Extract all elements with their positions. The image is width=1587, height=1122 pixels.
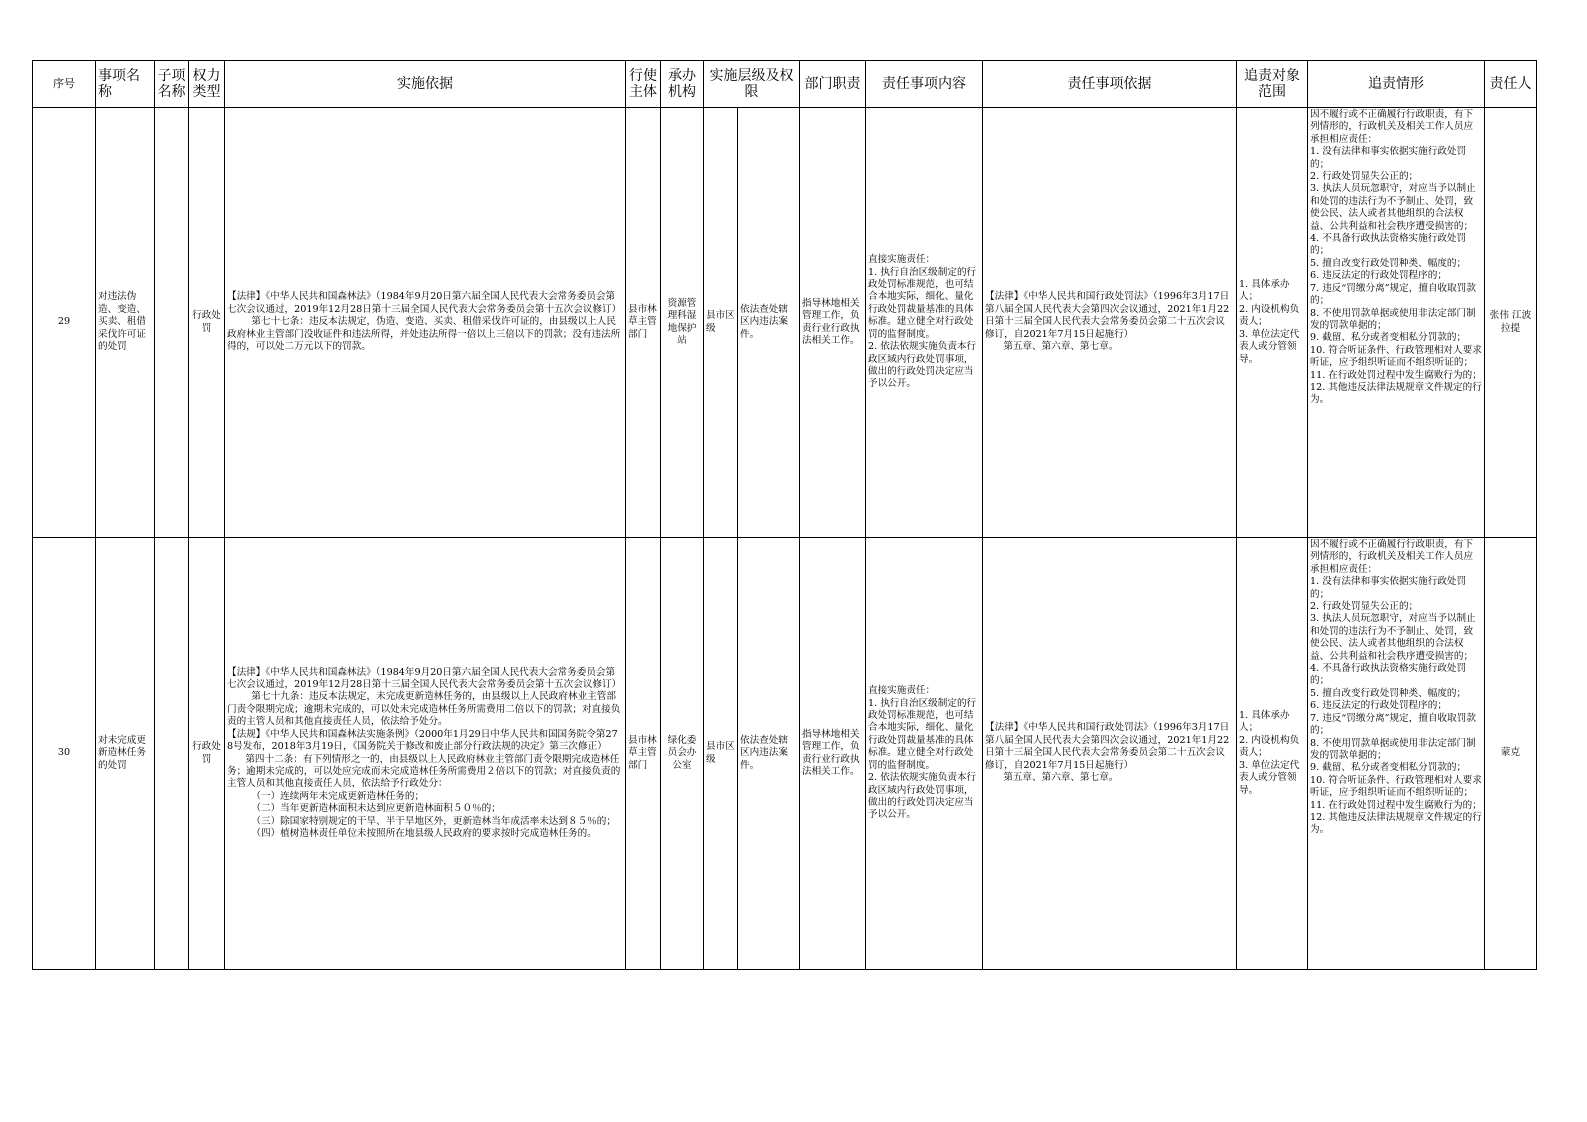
cell-resp-content: 直接实施责任： 1. 执行自治区级制定的行政处罚标准规范，也可结合本地实际，细化、量化行政处罚裁量基准的具体标准。建立健全对行政处罚的监督制度。 2. 依法依规实施负责本行政区域内行政处罚事项，做出的行政处罚决定应当予以公开。 [866,108,983,538]
table-row [33,538,1537,970]
cell-duty: 指导林地相关管理工作，负责行业行政执法相关工作。 [800,538,866,970]
cell-person: 蒙克 [1485,538,1537,970]
cell-item-name: 对未完成更新造林任务的处罚 [96,538,155,970]
header-resp-content: 责任事项内容 [866,61,983,108]
cell-subject: 县市林草主管部门 [626,108,661,538]
header-scope: 追责对象范围 [1237,61,1308,108]
cell-level-authority: 依法查处辖区内违法案件。 [738,538,800,970]
cell-resp-content: 直接实施责任： 1. 执行自治区级制定的行政处罚标准规范，也可结合本地实际，细化、量化行政处罚裁量基准的具体标准。建立健全对行政处罚的监督制度。 2. 依法依规实施负责本行政区域内行政处罚事项，做出的行政处罚决定应当予以公开。 [866,538,983,970]
cell-level-scope: 县市区级 [704,108,738,538]
cell-sub-item [155,538,189,970]
cell-power-type: 行政处罚 [189,538,225,970]
header-resp-basis: 责任事项依据 [983,61,1237,108]
cell-resp-basis: 【法律】《中华人民共和国行政处罚法》（1996年3月17日第八届全国人民代表大会第四次会议通过，2021年1月22日第十三届全国人民代表大会常务委员会第二十五次会议修订，自2021年7月15日起施行） 第五章、第六章、第七章。 [983,108,1237,538]
cell-scope: 1. 具体承办人； 2. 内设机构负责人； 3. 单位法定代表人或分管领导。 [1237,108,1308,538]
cell-seq: 30 [33,538,96,970]
cell-level-scope: 县市区级 [704,538,738,970]
header-person: 责任人 [1485,61,1537,108]
cell-subject: 县市林草主管部门 [626,538,661,970]
header-sub-item: 子项名称 [155,61,189,108]
cell-sub-item [155,108,189,538]
header-row [33,61,1537,108]
cell-org: 绿化委员会办公室 [661,538,704,970]
header-basis: 实施依据 [225,61,626,108]
cell-resp-basis: 【法律】《中华人民共和国行政处罚法》（1996年3月17日第八届全国人民代表大会第四次会议通过，2021年1月22日第十三届全国人民代表大会常务委员会第二十五次会议修订，自2021年7月15日起施行） 第五章、第六章、第七章。 [983,538,1237,970]
cell-duty: 指导林地相关管理工作，负责行业行政执法相关工作。 [800,108,866,538]
cell-person: 张伟 江波拉提 [1485,108,1537,538]
cell-situation: 因不履行或不正确履行行政职责，有下列情形的，行政机关及相关工作人员应承担相应责任： 1. 没有法律和事实依据实施行政处罚的； 2. 行政处罚显失公正的； 3. 执法人员玩忽职守，对应当予以制止和处罚的违法行为不予制止、处罚，致使公民、法人或者其他组织的合法权益、公共利益和社会秩序遭受损害的； 4. 不具备行政执法资格实施行政处罚的； 5. 擅自改变行政处罚种类、幅度的； 6. 违反法定的行政处罚程序的； 7. 违反“罚缴分离”规定，擅自收取罚款的； 8. 不使用罚款单据或使用非法定部门制发的罚款单据的； 9. 截留、私分或者变相私分罚款的； 10. 符合听证条件、行政管理相对人要求听证，应予组织听证而不组织听证的； 11. 在行政处罚过程中发生腐败行为的； 12. 其他违反法律法规规章文件规定的行为。 [1308,538,1485,970]
cell-basis: 【法律】《中华人民共和国森林法》（1984年9月20日第六届全国人民代表大会常务委员会第七次会议通过，2019年12月28日第十三届全国人民代表大会常务委员会第十五次会议修订） 第七十七条：违反本法规定，伪造、变造、买卖、租借采伐许可证的，由县级以上人民政府林业主管部门没收证件和违法所得，并处违法所得一倍以上三倍以下的罚款；没有违法所得的，可以处二万元以下的罚款。 [225,108,626,538]
cell-scope: 1. 具体承办人； 2. 内设机构负责人； 3. 单位法定代表人或分管领导。 [1237,538,1308,970]
header-seq: 序号 [33,61,96,108]
cell-level-authority: 依法查处辖区内违法案件。 [738,108,800,538]
table-row [33,108,1537,538]
header-subject: 行使主体 [626,61,661,108]
responsibility-table [32,60,1537,970]
header-item-name: 事项名称 [96,61,155,108]
cell-situation: 因不履行或不正确履行行政职责，有下列情形的，行政机关及相关工作人员应承担相应责任： 1. 没有法律和事实依据实施行政处罚的； 2. 行政处罚显失公正的； 3. 执法人员玩忽职守，对应当予以制止和处罚的违法行为不予制止、处罚，致使公民、法人或者其他组织的合法权益、公共利益和社会秩序遭受损害的； 4. 不具备行政执法资格实施行政处罚的； 5. 擅自改变行政处罚种类、幅度的； 6. 违反法定的行政处罚程序的； 7. 违反“罚缴分离”规定，擅自收取罚款的； 8. 不使用罚款单据或使用非法定部门制发的罚款单据的； 9. 截留、私分或者变相私分罚款的； 10. 符合听证条件、行政管理相对人要求听证，应予组织听证而不组织听证的； 11. 在行政处罚过程中发生腐败行为的； 12. 其他违反法律法规规章文件规定的行为。 [1308,108,1485,538]
cell-power-type: 行政处罚 [189,108,225,538]
header-org: 承办机构 [661,61,704,108]
cell-basis: 【法律】《中华人民共和国森林法》（1984年9月20日第六届全国人民代表大会常务委员会第七次会议通过，2019年12月28日第十三届全国人民代表大会常务委员会第十五次会议修订） 第七十九条：违反本法规定，未完成更新造林任务的，由县级以上人民政府林业主管部门责令限期完成；逾期未完成的，可以处未完成造林任务所需费用二倍以下的罚款；对直接负责的主管人员和其他直接责任人员，依法给予处分。 【法规】《中华人民共和国森林法实施条例》（2000年1月29日中华人民共和国国务院令第278号发布，2018年3月19日，《国务院关于修改和废止部分行政法规的决定》第三次修正） 第四十二条：有下列情形之一的，由县级以上人民政府林业主管部门责令限期完成造林任务；逾期未完成的，可以处应完成而未完成造林任务所需费用２倍以下的罚款；对直接负责的主管人员和其他直接责任人员，依法给予行政处分： （一）连续两年未完成更新造林任务的； （二）当年更新造林面积未达到应更新造林面积５０％的； （三）除国家特别规定的干旱、半干旱地区外，更新造林当年成活率未达到８５％的； （四）植树造林责任单位未按照所在地县级人民政府的要求按时完成造林任务的。 [225,538,626,970]
cell-item-name: 对违法伪造、变造、买卖、租借采伐许可证的处罚 [96,108,155,538]
header-level: 实施层级及权限 [704,61,800,108]
cell-org: 资源管理科湿地保护站 [661,108,704,538]
cell-seq: 29 [33,108,96,538]
header-duty: 部门职责 [800,61,866,108]
header-power-type: 权力类型 [189,61,225,108]
header-situation: 追责情形 [1308,61,1485,108]
